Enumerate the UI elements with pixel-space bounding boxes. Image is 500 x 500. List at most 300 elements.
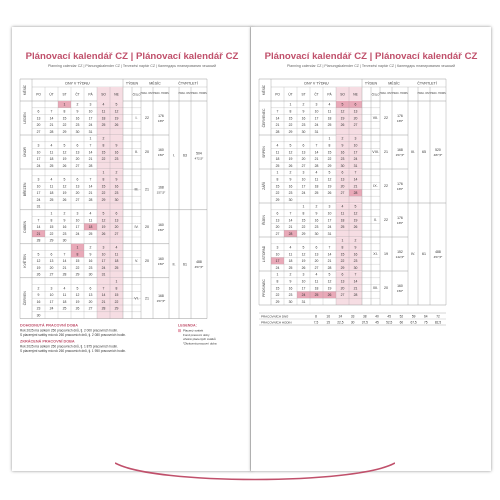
quarter-work-hours-short: 457,5* [194, 265, 204, 270]
day-number: 22 [101, 191, 106, 196]
totals-hour: 22,5 [337, 320, 344, 325]
totals-day: 16 [326, 314, 330, 319]
day-number: 24 [275, 265, 280, 270]
day-number: 18 [288, 259, 293, 264]
day-number: 14 [101, 293, 106, 298]
month-work-hours: 160 [158, 256, 164, 261]
day-number: 28 [327, 265, 332, 270]
month-work-hours-short: 150* [157, 153, 165, 157]
day-number: 22 [275, 191, 280, 196]
day-number: 25 [275, 163, 280, 168]
day-number: 27 [301, 163, 306, 168]
totals-day: 24 [338, 314, 343, 319]
note-line: Rok 2025 má celkem 250 pracovních dnů, tj. 2 000 pracovních hodin. [20, 328, 118, 333]
day-number: 10 [301, 279, 306, 284]
day-number: 13 [275, 218, 280, 223]
day-number: 26 [340, 123, 345, 128]
day-number: 28 [353, 191, 358, 196]
day-number: 10 [36, 184, 41, 189]
day-number: 6 [89, 286, 92, 291]
day-header: PÁ [327, 92, 332, 97]
day-number: 16 [62, 225, 67, 230]
day-number: 17 [36, 157, 41, 162]
legend-item: Placený svátek [183, 328, 204, 333]
day-number: 13 [314, 252, 319, 257]
day-number: 2 [37, 286, 40, 291]
day-number: 7 [37, 218, 40, 223]
month-name: LISTOPAD [262, 245, 266, 263]
legend-item: včetně placených svátků [183, 337, 216, 342]
work-hours-header: PRAC. HODIN [392, 92, 408, 95]
day-number: 2 [289, 272, 292, 277]
month-work-days: 22 [384, 116, 388, 121]
day-number: 4 [315, 272, 318, 277]
day-number: 24 [36, 163, 41, 168]
page-title-left: Plánovací kalendář CZ | Plánovací kalendář CZ [25, 51, 239, 62]
day-number: 14 [327, 252, 332, 257]
day-number: 29 [62, 129, 67, 134]
elastic-band [115, 459, 395, 489]
day-number: 1 [276, 272, 279, 277]
day-number: 15 [275, 184, 280, 189]
day-number: 4 [102, 102, 105, 107]
month-work-hours: 176 [397, 114, 403, 118]
day-number: 1 [50, 211, 53, 216]
day-number: 21 [288, 225, 293, 230]
day-number: 6 [341, 272, 344, 277]
day-number: 4 [341, 204, 344, 209]
day-number: 24 [101, 265, 106, 270]
month-work-hours: 152 [397, 250, 403, 254]
day-number: 12 [75, 293, 80, 298]
day-header: PO [275, 92, 280, 97]
month-roman: II. [135, 150, 138, 155]
day-number: 19 [101, 225, 106, 230]
day-number: 3 [37, 177, 40, 182]
day-number: 27 [75, 163, 80, 168]
day-number: 26 [62, 163, 67, 168]
day-number: 14 [353, 177, 358, 182]
totals-hour: 15 [326, 320, 330, 325]
month-work-hours: 160 [397, 284, 403, 288]
day-number: 10 [75, 218, 80, 223]
day-number: 14 [314, 150, 319, 155]
day-number: 19 [340, 116, 345, 121]
day-number: 7 [328, 245, 331, 250]
day-number: 23 [62, 231, 67, 236]
day-number: 28 [36, 238, 41, 243]
quarter-roman: III. [411, 150, 415, 155]
day-number: 22 [62, 123, 67, 128]
month-roman: VII. [372, 116, 379, 121]
day-number: 12 [353, 211, 358, 216]
day-number: 31 [36, 204, 41, 209]
day-number: 15 [288, 116, 293, 121]
day-number: 3 [328, 204, 331, 209]
day-number: 26 [327, 293, 332, 298]
day-number: 11 [314, 279, 319, 284]
day-number: 30 [288, 299, 293, 304]
day-number: 25 [340, 225, 345, 230]
day-number: 19 [75, 299, 80, 304]
day-header: ÚT [288, 92, 293, 97]
day-number: 7 [89, 177, 92, 182]
day-number: 31 [314, 129, 319, 134]
day-number: 30 [75, 129, 80, 134]
day-number: 8 [276, 177, 279, 182]
day-number: 18 [327, 116, 332, 121]
day-number: 11 [49, 150, 54, 155]
month-work-days: 20 [384, 286, 388, 291]
day-number: 27 [340, 191, 345, 196]
day-number: 16 [340, 150, 345, 155]
month-roman: III. [134, 187, 139, 192]
month-name: DUBEN [23, 220, 27, 233]
day-number: 20 [36, 123, 41, 128]
header-month: MĚSÍC [262, 84, 266, 96]
quarter-days-header: PRAC. DNY [178, 92, 192, 95]
day-number: 8 [115, 286, 118, 291]
day-number: 12 [62, 184, 67, 189]
day-number: 30 [340, 163, 345, 168]
day-header: NE [353, 92, 358, 97]
day-number: 21 [36, 231, 41, 236]
day-number: 2 [115, 170, 118, 175]
month-roman: VIII. [372, 150, 379, 155]
day-number: 6 [115, 211, 118, 216]
totals-day: 59 [411, 314, 416, 319]
totals-label-hours: PRACOVNÍCH HODIN [261, 320, 292, 325]
day-number: 24 [75, 231, 80, 236]
day-number: 12 [101, 218, 106, 223]
day-header: ÚT [49, 92, 54, 97]
day-number: 8 [63, 109, 66, 114]
day-number: 1 [341, 238, 344, 243]
day-number: 28 [88, 197, 93, 202]
month-work-hours-short: 165* [157, 119, 165, 123]
note-line: S placenými svátky má rok 260 pracovních dnů, tj. 1 950 pracovních hodin. [20, 349, 126, 354]
day-number: 8 [50, 218, 53, 223]
legend-item: Fond pracovní doby [183, 332, 210, 337]
day-number: 6 [302, 143, 305, 148]
day-number: 5 [289, 143, 292, 148]
day-number: 25 [101, 123, 106, 128]
day-number: 4 [315, 170, 318, 175]
day-number: 23 [36, 306, 41, 311]
page-subtitle-left: Planning calendar CZ | Planungskalender CZ | Tervezési naptár CZ | Календарь планирования чешский [47, 64, 217, 68]
day-number: 18 [314, 184, 319, 189]
day-number: 30 [314, 231, 319, 236]
month-work-hours-short: 157,5* [156, 299, 166, 304]
day-number: 5 [63, 143, 66, 148]
day-number: 1 [102, 170, 105, 175]
day-number: 17 [101, 259, 106, 264]
header-week: TÝDEN [364, 81, 378, 86]
day-number: 26 [353, 225, 358, 230]
day-number: 18 [88, 225, 93, 230]
day-number: 4 [115, 245, 118, 250]
day-number: 7 [50, 109, 53, 114]
quarter-work-hours: 488 [435, 250, 441, 254]
day-number: 4 [289, 245, 292, 250]
totals-hour: 37,5 [361, 320, 368, 325]
day-number: 26 [36, 272, 41, 277]
day-number: 11 [49, 184, 54, 189]
day-number: 17 [327, 218, 332, 223]
totals-hour: 52,5 [386, 320, 393, 325]
header-days-of-week: DNY V TÝDNU [65, 81, 90, 86]
month-name: LEDEN [23, 112, 27, 124]
day-number: 22 [288, 123, 293, 128]
quarter-work-hours: 488 [196, 260, 202, 265]
day-number: 28 [275, 129, 280, 134]
day-number: 20 [75, 157, 80, 162]
day-number: 12 [327, 177, 332, 182]
day-number: 24 [314, 123, 319, 128]
page-title-right: Plánovací kalendář CZ | Plánovací kalendář CZ [264, 51, 478, 62]
day-number: 17 [301, 286, 306, 291]
day-number: 16 [314, 218, 319, 223]
day-number: 23 [353, 259, 358, 264]
month-name: BŘEZEN [23, 182, 27, 197]
day-number: 21 [101, 299, 106, 304]
day-number: 19 [301, 259, 306, 264]
totals-hour: 75 [424, 320, 428, 325]
day-number: 1 [276, 170, 279, 175]
quarter-roman: I. [173, 153, 175, 158]
day-number: 7 [102, 286, 105, 291]
day-number: 20 [301, 157, 306, 162]
day-number: 3 [276, 245, 279, 250]
totals-hour: 7,5 [313, 320, 319, 325]
month-work-hours-short: 165* [396, 187, 404, 191]
day-number: 17 [36, 191, 41, 196]
week-number-header: ČÍSLO [132, 93, 141, 97]
day-number: 20 [340, 286, 345, 291]
day-number: 23 [314, 225, 319, 230]
day-number: 17 [49, 299, 54, 304]
day-number: 25 [288, 265, 293, 270]
day-header: NE [114, 92, 119, 97]
day-number: 22 [114, 299, 119, 304]
day-number: 16 [114, 150, 119, 155]
day-header: PÁ [88, 92, 93, 97]
day-number: 6 [276, 211, 279, 216]
day-number: 16 [36, 299, 41, 304]
day-number: 14 [88, 184, 93, 189]
header-quarter: ČTVRTLETÍ [178, 81, 198, 86]
quarter-work-days: 65 [422, 150, 426, 155]
day-number: 15 [114, 293, 119, 298]
day-number: 29 [275, 299, 280, 304]
day-number: 2 [63, 211, 66, 216]
month-work-hours-short: 150* [157, 227, 165, 232]
day-number: 10 [88, 109, 93, 114]
day-number: 18 [49, 191, 54, 196]
day-number: 29 [101, 197, 106, 202]
day-number: 23 [75, 123, 80, 128]
day-number: 11 [314, 177, 319, 182]
day-header: ST [62, 92, 67, 97]
header-days-of-week: DNY V TÝDNU [304, 81, 329, 86]
day-header: PO [36, 92, 41, 97]
day-number: 13 [49, 259, 54, 264]
month-work-days: 19 [384, 252, 388, 257]
day-number: 10 [275, 252, 280, 257]
day-number: 23 [288, 191, 293, 196]
day-number: 15 [301, 218, 306, 223]
day-number: 9 [289, 279, 292, 284]
day-number: 29 [75, 272, 80, 277]
quarter-work-days: 63 [183, 153, 187, 158]
day-number: 29 [340, 265, 345, 270]
day-number: 12 [62, 150, 67, 155]
day-number: 19 [114, 116, 119, 121]
day-number: 20 [314, 259, 319, 264]
month-work-hours: 160 [158, 222, 164, 227]
day-number: 19 [327, 184, 332, 189]
header-month-summary: MĚSÍC [388, 81, 400, 86]
day-number: 27 [75, 197, 80, 202]
day-number: 18 [62, 299, 67, 304]
day-number: 16 [75, 116, 80, 121]
day-number: 14 [62, 259, 67, 264]
day-number: 2 [89, 245, 92, 250]
day-number: 15 [340, 252, 345, 257]
day-number: 24 [36, 197, 41, 202]
page-subtitle-right: Planning calendar CZ | Planungskalender CZ | Tervezési naptár CZ | Календарь планирования чешский [286, 64, 456, 68]
day-number: 26 [288, 163, 293, 168]
day-number: 5 [102, 211, 105, 216]
month-name: SRPEN [262, 146, 266, 158]
day-number: 5 [63, 177, 66, 182]
day-number: 16 [288, 286, 293, 291]
day-number: 10 [327, 211, 332, 216]
day-number: 10 [353, 143, 358, 148]
month-work-hours-short: 150* [396, 289, 404, 293]
day-number: 20 [75, 191, 80, 196]
day-number: 16 [114, 184, 119, 189]
day-number: 13 [340, 177, 345, 182]
quarter-work-hours: 504 [196, 151, 202, 156]
day-header: ST [301, 92, 306, 97]
day-number: 30 [62, 238, 67, 243]
day-number: 3 [315, 102, 318, 107]
note-heading: ZKRÁCENÁ PRACOVNÍ DOBA [20, 339, 75, 344]
day-number: 15 [101, 150, 106, 155]
day-number: 13 [301, 150, 306, 155]
day-number: 12 [340, 109, 345, 114]
day-number: 10 [314, 109, 319, 114]
day-number: 13 [75, 150, 80, 155]
day-number: 27 [49, 272, 54, 277]
day-number: 5 [76, 286, 79, 291]
day-number: 2 [302, 102, 305, 107]
calendar-table-right [251, 27, 491, 471]
month-work-hours-short: 157,5* [395, 153, 405, 157]
day-number: 12 [114, 109, 119, 114]
day-number: 4 [328, 102, 331, 107]
day-number: 21 [62, 265, 67, 270]
day-number: 5 [354, 204, 357, 209]
day-number: 22 [75, 265, 80, 270]
month-name: ŘÍJEN [262, 215, 266, 225]
day-number: 24 [301, 293, 306, 298]
calendar-table-left [12, 27, 252, 471]
day-number: 13 [114, 218, 119, 223]
day-number: 13 [36, 116, 41, 121]
day-number: 5 [302, 245, 305, 250]
totals-day: 52 [399, 314, 404, 319]
day-number: 19 [288, 157, 293, 162]
day-number: 8 [341, 245, 344, 250]
day-number: 31 [88, 129, 93, 134]
day-number: 17 [353, 150, 358, 155]
day-number: 29 [327, 163, 332, 168]
quarter-work-days: 61 [183, 262, 187, 267]
day-number: 8 [102, 143, 105, 148]
day-number: 17 [275, 259, 280, 264]
day-number: 11 [340, 211, 345, 216]
day-number: 27 [114, 231, 119, 236]
day-number: 20 [88, 299, 93, 304]
day-number: 9 [315, 211, 318, 216]
day-number: 27 [353, 123, 358, 128]
day-number: 19 [62, 191, 67, 196]
totals-day: 8 [315, 314, 317, 319]
day-number: 31 [101, 272, 106, 277]
day-number: 11 [275, 150, 280, 155]
totals-label-days: PRACOVNÍCH DNŮ [261, 314, 289, 319]
note-line: S placenými svátky má rok 260 pracovních dnů, tj. 2 080 pracovních hodin. [20, 333, 126, 338]
month-work-hours-short: 165* [396, 119, 404, 123]
day-number: 11 [327, 109, 332, 114]
day-number: 1 [115, 279, 118, 284]
day-number: 12 [288, 150, 293, 155]
month-roman: IX. [373, 184, 378, 189]
day-number: 26 [327, 191, 332, 196]
day-number: 20 [114, 225, 119, 230]
day-number: 5 [115, 102, 118, 107]
totals-day: 72 [436, 314, 440, 319]
day-number: 9 [37, 293, 40, 298]
day-number: 27 [88, 306, 93, 311]
day-number: 12 [36, 259, 41, 264]
day-number: 25 [327, 123, 332, 128]
day-number: 29 [301, 231, 306, 236]
day-number: 13 [340, 279, 345, 284]
work-hours-header: PRAC. HODIN [153, 92, 169, 95]
day-number: 6 [37, 109, 40, 114]
day-number: 17 [75, 225, 80, 230]
day-number: 24 [353, 157, 358, 162]
day-number: 19 [36, 265, 41, 270]
totals-hour: 82,5 [434, 320, 442, 325]
day-number: 7 [289, 211, 292, 216]
day-number: 23 [114, 191, 119, 196]
day-number: 2 [354, 238, 357, 243]
month-work-hours-short: 150* [157, 261, 165, 266]
day-number: 11 [114, 252, 119, 257]
day-number: 25 [88, 231, 93, 236]
day-number: 25 [62, 306, 67, 311]
month-work-hours: 176 [158, 114, 164, 118]
day-number: 15 [49, 225, 54, 230]
day-number: 25 [114, 265, 119, 270]
day-header: SO [340, 92, 345, 97]
day-number: 14 [36, 225, 41, 230]
month-name: ČERVEN [23, 291, 27, 306]
